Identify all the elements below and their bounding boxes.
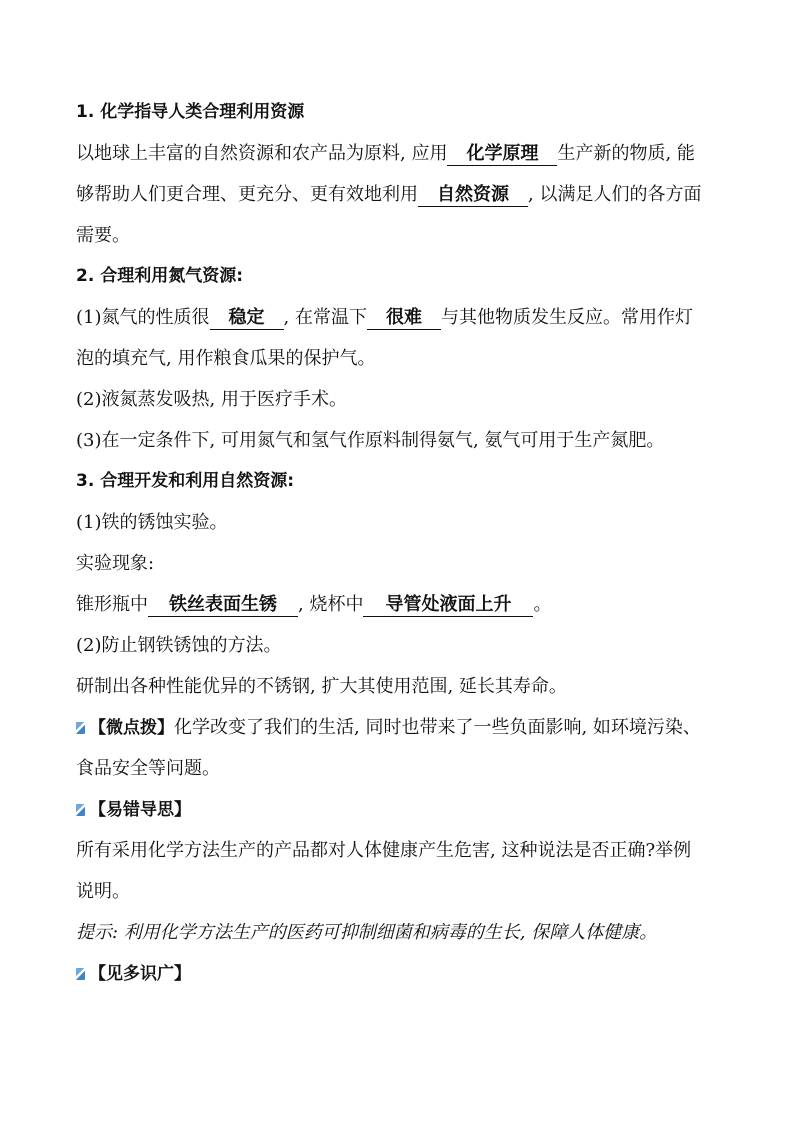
text-segment: 以地球上丰富的自然资源和农产品为原料, 应用	[76, 143, 448, 164]
error-line-1: 所有采用化学方法生产的产品都对人体健康产生危害, 这种说法是否正确?举例	[76, 840, 692, 861]
text-segment: (1)氮气的性质很	[76, 307, 210, 328]
section-1-line-3: 需要。	[76, 225, 130, 246]
answer-blank: 化学原理	[447, 143, 557, 166]
text-segment: , 在常温下	[283, 307, 367, 328]
document-content	[76, 98, 724, 1000]
tip-line-2: 食品安全等问题。	[76, 758, 220, 779]
section-3-title: 3. 合理开发和利用自然资源:	[76, 471, 295, 491]
text-segment: 化学改变了我们的生活, 同时也带来了一些负面影响, 如环境污染、	[174, 717, 701, 738]
text-segment: 生产新的物质, 能	[557, 143, 695, 164]
tip-line-1	[76, 713, 724, 742]
error-tag: 【易错导思】	[89, 800, 191, 820]
section-3-line-4: (2)防止钢铁锈蚀的方法。	[76, 635, 282, 656]
section-2-line-4: (3)在一定条件下, 可用氮气和氢气作原料制得氨气, 氨气可用于生产氮肥。	[76, 430, 665, 451]
error-line-2: 说明。	[76, 881, 130, 902]
section-1-line-2	[76, 180, 724, 209]
section-1-title: 1. 化学指导人类合理利用资源	[76, 102, 305, 122]
section-3-line-5: 研制出各种性能优异的不锈钢, 扩大其使用范围, 延长其寿命。	[76, 676, 567, 697]
section-2-line-1	[76, 303, 724, 332]
more-tag: 【见多识广】	[89, 964, 191, 984]
section-1-line-1	[76, 139, 724, 168]
answer-blank: 自然资源	[418, 184, 528, 207]
tip-tag: 【微点拨】	[89, 718, 174, 738]
answer-blank: 很难	[367, 307, 441, 330]
text-segment: , 烧杯中	[298, 594, 364, 615]
section-3-line-3	[76, 590, 724, 619]
error-title	[76, 795, 724, 824]
answer-blank: 导管处液面上升	[363, 594, 533, 617]
section-2-line-2: 泡的填充气, 用作粮食瓜果的保护气。	[76, 348, 376, 369]
more-title	[76, 959, 724, 988]
section-2-title: 2. 合理利用氮气资源:	[76, 266, 244, 286]
text-segment: 与其他物质发生反应。常用作灯	[440, 307, 693, 328]
text-segment: 。	[533, 594, 552, 615]
section-2-line-3: (2)液氮蒸发吸热, 用于医疗手术。	[76, 389, 347, 410]
answer-blank: 铁丝表面生锈	[148, 594, 298, 617]
text-segment: 锥形瓶中	[76, 594, 148, 615]
section-3-line-1: (1)铁的锈蚀实验。	[76, 512, 228, 533]
text-segment: 够帮助人们更合理、更充分、更有效地利用	[76, 184, 418, 205]
section-3-line-2: 实验现象:	[76, 553, 155, 574]
bookmark-icon	[76, 804, 85, 816]
bookmark-icon	[76, 968, 85, 980]
answer-blank: 稳定	[210, 307, 284, 330]
text-segment: , 以满足人们的各方面	[528, 184, 702, 205]
hint-line: 提示: 利用化学方法生产的医药可抑制细菌和病毒的生长, 保障人体健康。	[76, 922, 658, 943]
bookmark-icon	[76, 722, 85, 734]
